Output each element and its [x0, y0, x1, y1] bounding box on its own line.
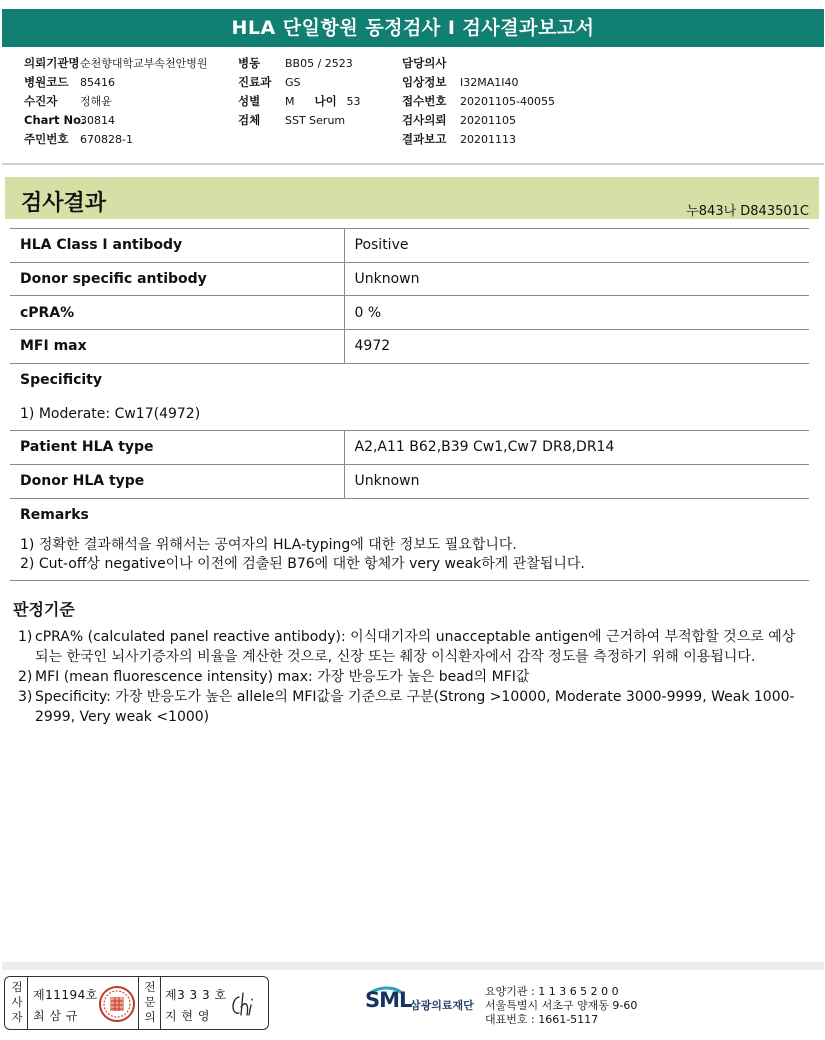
results-code: 누843나 D843501C: [686, 204, 809, 219]
lab-phone: 대표번호 : 1661-5117: [485, 1013, 599, 1026]
table-row: [10, 330, 809, 364]
criteria-item: [18, 687, 808, 727]
info-label: 접수번호: [402, 94, 447, 108]
results-section-header: [5, 177, 819, 219]
footer-divider: [2, 962, 824, 970]
specialist-vertical-label: [140, 980, 160, 1025]
info-label: 주민번호: [24, 132, 69, 146]
specificity-value: 1) Moderate: Cw17(4972): [10, 397, 809, 431]
info-value: M: [285, 95, 295, 108]
info-value: 정해윤: [80, 95, 112, 108]
result-label: MFI max: [10, 330, 344, 364]
lab-code: 요양기관 : 1 1 3 6 5 2 0 0: [485, 985, 619, 998]
specificity-label: Specificity: [20, 372, 102, 389]
patient-info-col2: [238, 54, 388, 130]
info-label: 임상정보: [402, 75, 447, 89]
criteria-num: 3): [18, 689, 33, 705]
table-row: [10, 296, 809, 330]
info-label: 검체: [238, 113, 261, 127]
official-seal-icon: [98, 985, 136, 1023]
criteria-text: MFI (mean fluorescence intensity) max: 가장 반응도가 높은 bead의 MFI값: [35, 669, 530, 685]
table-row: [10, 229, 809, 263]
info-label: 성별: [238, 94, 261, 108]
result-label: Donor HLA type: [10, 464, 344, 498]
info-label: 진료과: [238, 75, 272, 89]
remark-line: 1) 정확한 결과해석을 위해서는 공여자의 HLA-typing에 대한 정보도 필요합니다.: [20, 536, 517, 553]
info-value: 20201113: [460, 133, 516, 146]
signature-separator: [27, 977, 28, 1029]
criteria-num: 1): [18, 629, 33, 645]
results-table: [10, 228, 809, 581]
report-title: HLA 단일항원 동정검사 I 검사결과보고서: [2, 9, 824, 47]
tester-vertical-label: [7, 980, 27, 1025]
criteria-title: 판정기준: [13, 600, 75, 619]
age-label: 나이: [314, 94, 337, 108]
criteria-item: [18, 667, 808, 687]
info-value: 670828-1: [80, 133, 133, 146]
criteria-num: 2): [18, 669, 33, 685]
info-label: 의뢰기관명: [24, 56, 80, 70]
remarks-content: [10, 532, 809, 581]
result-value: Unknown: [344, 464, 809, 498]
info-value: 85416: [80, 76, 115, 89]
table-row: [10, 498, 809, 532]
info-label: 결과보고: [402, 132, 447, 146]
info-label: 병원코드: [24, 75, 69, 89]
signature-separator: [160, 977, 161, 1029]
table-row: [10, 363, 809, 397]
table-row: [10, 532, 809, 581]
info-label: 수진자: [24, 94, 58, 108]
table-row: [10, 431, 809, 465]
signature-separator: [138, 977, 139, 1029]
header-divider: [2, 163, 824, 165]
patient-info-col3: [402, 54, 652, 149]
info-value: 20201105: [460, 114, 516, 127]
table-row: [10, 464, 809, 498]
lab-name: 삼광의료재단: [410, 999, 474, 1012]
info-value: 순천향대학교부속천안병원: [80, 57, 208, 70]
info-label: 검사의뢰: [402, 113, 447, 127]
result-value: 0 %: [344, 296, 809, 330]
specialist-number: 제3 3 3 호: [165, 988, 227, 1002]
vertical-char: 문: [144, 995, 156, 1009]
results-title: 검사결과: [21, 191, 107, 216]
table-row: [10, 262, 809, 296]
vertical-char: 전: [144, 980, 156, 994]
remark-line: 2) Cut-off상 negative이나 이전에 검출된 B76에 대한 항체가 very weak하게 관찰됩니다.: [20, 555, 585, 572]
handwritten-signature-icon: [227, 989, 265, 1019]
info-label: 병동: [238, 56, 261, 70]
criteria-item: [18, 627, 808, 667]
info-value: I32MA1I40: [460, 76, 519, 89]
info-value: 20201105-40055: [460, 95, 555, 108]
result-value: A2,A11 B62,B39 Cw1,Cw7 DR8,DR14: [344, 431, 809, 465]
table-row: [10, 397, 809, 431]
info-label: 담당의사: [402, 56, 447, 70]
vertical-char: 자: [11, 1010, 23, 1024]
lab-address: 서울특별시 서초구 양재동 9-60: [485, 999, 638, 1012]
result-label: HLA Class Ⅰ antibody: [10, 229, 344, 263]
info-label: Chart No.: [24, 113, 86, 127]
info-value: GS: [285, 76, 301, 89]
result-label: Patient HLA type: [10, 431, 344, 465]
tester-number: 제11194호: [33, 988, 98, 1002]
remarks-label: Remarks: [20, 507, 89, 524]
criteria-text: cPRA% (calculated panel reactive antibody): 이식대기자의 unacceptable antigen에 근거하여 부적합할 것으로 예상되는 한국인 뇌사기증자의 비율을 계산한 것으로, 신장 또는 췌장 이식환자에서 감작 정도를 측정하기 위해 이용됩니다.: [35, 629, 796, 665]
vertical-char: 의: [144, 1010, 156, 1024]
signature-box: [4, 976, 269, 1030]
info-value: SST Serum: [285, 114, 346, 127]
sml-logo-text: SML: [365, 988, 412, 1012]
criteria-text: Specificity: 가장 반응도가 높은 allele의 MFI값을 기준으로 구분(Strong >10000, Moderate 3000-9999, Weak 1000-2999, Very weak <1000): [35, 689, 795, 725]
vertical-char: 사: [11, 995, 23, 1009]
info-value: BB05 / 2523: [285, 57, 353, 70]
criteria-list: [18, 627, 808, 727]
result-value: 4972: [344, 330, 809, 364]
result-value: Unknown: [344, 262, 809, 296]
tester-name: 최 삼 규: [33, 1009, 78, 1023]
vertical-char: 검: [11, 980, 23, 994]
result-label: Donor specific antibody: [10, 262, 344, 296]
info-value: 30814: [80, 114, 115, 127]
specialist-name: 지 현 영: [165, 1009, 210, 1023]
age-value: 53: [346, 95, 361, 108]
result-label: cPRA%: [10, 296, 344, 330]
result-value: Positive: [344, 229, 809, 263]
lab-info: [485, 985, 637, 1027]
patient-info-col1: [24, 54, 244, 149]
